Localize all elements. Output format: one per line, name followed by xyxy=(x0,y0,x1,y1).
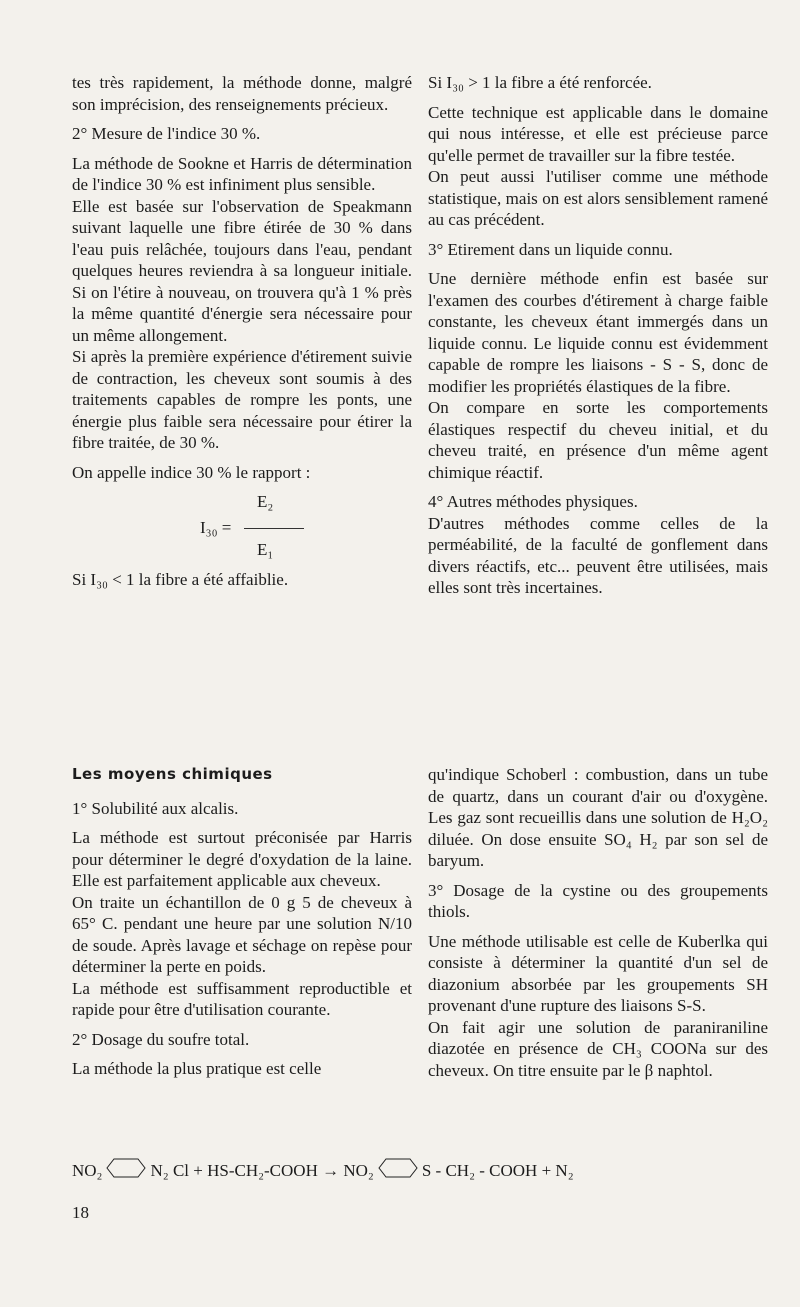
paragraph: On peut aussi l'utiliser comme une méthode statistique, mais on est alors sensiblement ramené au cas précédent. xyxy=(428,167,768,229)
paragraph: La méthode la plus pratique est celle xyxy=(72,1059,322,1078)
equation-part: N₂ Cl + HS-CH₂-COOH → NO₂ xyxy=(150,1160,374,1180)
paragraph: La méthode est surtout préconisée par Harris pour déterminer le degré d'oxydation de la laine. Elle est parfaitement applicable aux cheveux. xyxy=(72,828,412,890)
benzene-ring-icon xyxy=(378,1158,418,1183)
formula-numerator: E₂ xyxy=(257,492,274,511)
paragraph: La méthode de Sookne et Harris de détermination de l'indice 30 % est infiniment plus sensible. xyxy=(72,153,412,194)
paragraph: Une méthode utilisable est celle de Kuberlka qui consiste à déterminer la quantité d'un sel de diazonium absorbée par les groupements SH provenant d'une rupture des liaisons S-S. xyxy=(428,931,768,1015)
right-column-top xyxy=(428,72,768,607)
paragraph: On compare en sorte les comportements élastiques respectif du cheveu initial, et du cheveu traité, en présence d'un même agent chimique réactif. xyxy=(428,398,768,482)
paragraph: tes très rapidement, la méthode donne, malgré son imprécision, des renseignements précieux. xyxy=(72,73,412,114)
subheading-soufre: 2° Dosage du soufre total. xyxy=(72,1029,250,1049)
left-column-bottom xyxy=(72,764,412,1088)
formula-denominator: E₁ xyxy=(257,540,274,559)
paragraph: La méthode est suffisamment reproductible et rapide pour être d'utilisation courante. xyxy=(72,978,412,1019)
paragraph: Si après la première expérience d'étirement suivie de contraction, les cheveux sont soumis à des traitements capables de rompre les ponts, une énergie plus faible sera nécessaire pour étirer la fibre traitée, de 30 %. xyxy=(72,347,412,452)
page-number: 18 xyxy=(72,1203,89,1222)
paragraph: On traite un échantillon de 0 g 5 de cheveux à 65° C. pendant une heure par une solution N/10 de soude. Après lavage et séchage on repèse pour déterminer la perte en poids. xyxy=(72,892,412,976)
paragraph: Si I₃₀ < 1 la fibre a été affaiblie. xyxy=(72,570,289,589)
equation-part: NO₂ xyxy=(72,1160,103,1180)
section-title: Les moyens chimiques xyxy=(72,765,273,783)
right-column-bottom xyxy=(428,764,768,1089)
left-column-top xyxy=(72,72,412,599)
paragraph: D'autres méthodes comme celles de la perméabilité, de la faculté de gonflement dans divers réactifs, etc... peuvent être utilisées, mais elles sont très incertaines. xyxy=(428,513,768,597)
paragraph: qu'indique Schoberl : combustion, dans un tube de quartz, dans un courant d'air ou d'oxygène. Les gaz sont recueillis dans une solution de H₂O₂ diluée. On dose ensuite SO₄ H₂ par son sel de baryum. xyxy=(428,765,768,870)
paragraph: On fait agir une solution de paraniraniline diazotée en présence de CH₃ COONa sur des cheveux. On titre ensuite par le β naphtol. xyxy=(428,1017,768,1080)
subheading-etirement: 3° Etirement dans un liquide connu. xyxy=(428,239,673,259)
paragraph: Elle est basée sur l'observation de Speakmann suivant laquelle une fibre étirée de 30 % dans l'eau puis relâchée, toujours dans l'eau, pendant quelques heures reviendra à sa longueur initiale. Si on l'étire à nouveau, on trouvera qu'à 1 % près la même quantité d'énergie sera nécessaire pour un même allongement. xyxy=(72,196,412,345)
formula-lhs: I₃₀ = xyxy=(200,518,232,537)
paragraph: Cette technique est applicable dans le domaine qui nous intéresse, et elle est précieuse parce qu'elle permet de travailler sur la fibre testée. xyxy=(428,102,768,165)
ratio-formula xyxy=(72,491,412,565)
subheading-solubilite: 1° Solubilité aux alcalis. xyxy=(72,798,239,818)
paragraph: On appelle indice 30 % le rapport : xyxy=(72,462,311,482)
benzene-ring-icon xyxy=(106,1158,146,1183)
subheading-cystine: 3° Dosage de la cystine ou des groupements thiols. xyxy=(428,880,768,921)
fraction-bar xyxy=(244,528,304,529)
subheading-indice-30: 2° Mesure de l'indice 30 %. xyxy=(72,124,261,143)
paragraph: Une dernière méthode enfin est basée sur l'examen des courbes d'étirement à charge faible constante, les cheveux étant immergés dans un liquide connu. Le liquide connu est évidemment capable de rompre les liaisons - S - S, donc de modifier les propriétés élastiques de la fibre. xyxy=(428,269,768,396)
paragraph: Si I₃₀ > 1 la fibre a été renforcée. xyxy=(428,73,652,92)
subheading-autres: 4° Autres méthodes physiques. xyxy=(428,492,638,511)
equation-part: S - CH₂ - COOH + N₂ xyxy=(421,1160,574,1180)
chemical-equation xyxy=(72,1158,772,1183)
